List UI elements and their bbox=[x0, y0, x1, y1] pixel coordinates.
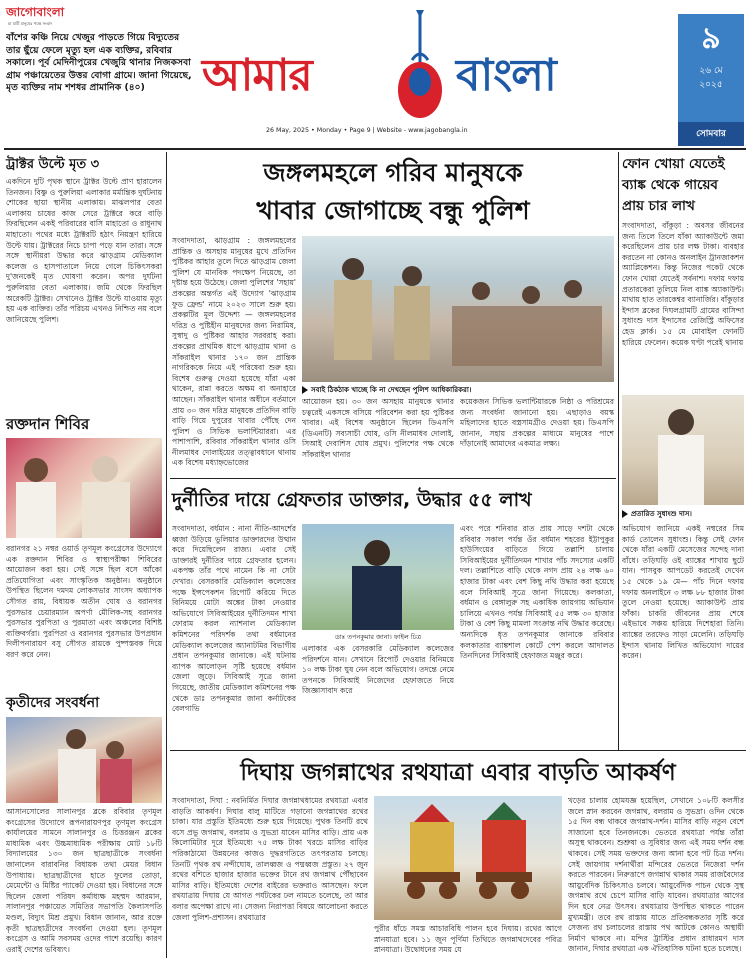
blood-camp-photo bbox=[6, 438, 162, 538]
tractor-headline: ট্রাক্টর উল্টে মৃত ৩ bbox=[6, 157, 100, 172]
right-column-divider bbox=[618, 152, 619, 750]
felicitation-story bbox=[6, 694, 162, 962]
bank-fraud-caption-text: প্রতারিত সুধাংশু দাস। bbox=[631, 510, 692, 518]
doctor-photo bbox=[302, 524, 454, 630]
doctor-body-col3: এবং পরে শনিবার রাত প্রায় সাড়ে দশটা থেকে রবিবার সকাল পর্যন্ত ওঁর বর্ধমান শহরের ইট্টাপুকুর হাউসিংয়ের বাড়িতে গিয়ে তল্লাশি চালায় সিবিআইয়ের দুর্নীতিদমন শাখার পাঁচ সদস্যের একটি দল। তল্লাশিতে বাড়ি থেকে নগদ প্রায় ২৪ লক্ষ ৬০ হাজার টাকা এবং বেশ কিছু নথি উদ্ধার করা হয়েছে বলে সিবিআই সূত্রে জানা গিয়েছে। কলকাতা, বর্ধমান ও বেঙ্গালুরু সহ একাধিক জায়গায় অভিযান চালিয়ে এখনও পর্যন্ত সিবিআই ৫৫ লক্ষ ৩০ হাজার টাকা ও বেশ কিছু মামলা সংক্রান্ত নথি উদ্ধার করেছে। অন্যদিকে ধৃত তপনকুমার জানাকে রবিবার কলকাতার ব্যাঙ্কশাল কোর্টে পেশ করলে আদালত তিনদিনের সিবিআই হেফাজত মঞ্জুর করে। bbox=[460, 524, 614, 661]
logo-right-text: বাংলা bbox=[456, 50, 556, 101]
date-bn: ২৬ মে bbox=[699, 66, 723, 76]
doctor-body-col2b: এলাকার এক বেসরকারি মেডিক্যাল কলেজের পরিদর্শনে যান। সেখানে রিপোর্ট দেওয়ার বিনিময়ে ১০ লক্ষ টাকা ঘুষ নেন বলে অভিযোগ। তদন্তে নেমে তপনকে সিবিআই নিজেদের হেফাজতে নিয়ে জিজ্ঞাসাবাদ করে bbox=[302, 644, 454, 696]
lead-caption-text: সবাই ঠিকঠাক খাচ্ছে কি না দেখছেন পুলিশ আধিকারিকরা। bbox=[311, 386, 472, 394]
masthead-divider bbox=[4, 148, 746, 150]
small-logo-text: জাগোবাংলা bbox=[6, 5, 65, 19]
bank-fraud-story bbox=[622, 154, 744, 726]
felicitation-headline: কৃতীদের সংবর্ধনা bbox=[6, 695, 100, 711]
rath-body-col3: খড়ের চালায় হোমযজ্ঞ হয়েছিল, সেখানে ১০৮টি কলসীর জলে স্নান করবেন জগন্নাথ, বলরাম ও সুভদ্রা। ওদিন থেকে ১৫ দিন বন্ধ থাকবে জগন্নাথ-দর্শন। মাসির বাড়ি নতুন বেশে সাজানো হবে তিনজনকে। ভেতরে রথযাত্রা পর্যন্ত তাঁরা অসুস্থ থাকবেন। শুশ্রুষা ও সুবিধার জন্য এই সময় দর্শন বন্ধ থাকবে। সেই সময় ভক্তদের জন্য আনা হবে পট চিত্র দর্শন। সেই জায়গায় দর্শনার্থীরা মন্দিরের ভেতরে নিজেরা দর্শন করতে পারবেন। নিরুত্তাপে জগন্নাথ থাকার সময় রাজবৈদ্যের আয়ুর্বেদিক চিকিৎসাও চলবে। আয়ুর্বেদিক পাচন থেকে সুস্থ জগন্নাথ রথে চেপে মাসির বাড়ি যাবেন। রথযাত্রার আগের দিন হবে নেত্র উৎসব। রথযাত্রায় উপস্থিত থাকতে পারেন মুখ্যমন্ত্রী। তবে রথ রাস্তায় যাতে প্রতিবন্ধকতার সৃষ্টি করে সেজন্য রথ চলাচলের রাস্তায় পথ আটকে কোনও অস্থায়ী নির্মাণ থাকবে না। মন্দির ট্রাস্টির প্রধান রাধারমণ দাস জানান, দিঘার রথযাত্রা এক ঐতিহাসিক ঘটনা হতে চলেছে। bbox=[568, 796, 744, 954]
chariot-icon bbox=[374, 796, 562, 920]
logo-left-text: আমার bbox=[202, 50, 312, 101]
lead-body-col2: আয়োজন হয়। ৩০ জন অসহায় মানুষকে থানার চত্বরেই একসঙ্গে বসিয়ে পরিবেশন করা হয় পুষ্টিকর খাবার। এই বিশেষ অনুষ্ঠানে ছিলেন ডিএসপি (ডিএনটি) সব্যসাচী ঘোষ, ওসি নীলমাধব দোলাই, সিআই দেবাশিস ঘোষ প্রমুখ। পুলিশের পক্ষ থেকে সাঁকরাইল থানার bbox=[302, 397, 454, 459]
bank-fraud-body2: অভিযোগ জানিয়ে একই নম্বরের সিম কার্ড তোলেন সুধাংশু। কিন্তু সেই ফোন থেকে যাঁরা একটি মেসেজের সন্দেহ দানা বাঁধে। তড়িঘড়ি ওই ব্যাঙ্কের শাখায় ছুটে যান। পাসবুক আপডেট করতেই দেখেন ১৫ থেকে ১৯ মে— পাঁচ দিনে দফায় দফায় অনলাইনে ৩ লক্ষ ৮৮ হাজার টাকা তুলে নেওয়া হয়েছে। অ্যাকাউন্ট প্রায় ফাঁকা। চাকরি জীবনের প্রায় শেষে এইভাবে সঞ্চয় হারিয়ে দিশেহারা তিনি। ব্যাঙ্কের তরফেও সাড়া মেলেনি। তড়িঘড়ি ইন্দাস থানায় লিখিত অভিযোগ দায়ের করেন। bbox=[622, 524, 744, 661]
date-panel bbox=[678, 14, 744, 146]
lead-headline-line2: খাবার জোগাচ্ছে বন্ধু পুলিশ bbox=[256, 196, 530, 225]
small-logo bbox=[6, 6, 91, 22]
bank-fraud-caption bbox=[622, 508, 744, 520]
rath-body-col1: সংবাদদাতা, দিঘা : নবনির্মিত দিঘার জগন্নাথধামের রথযাত্রা এবার বাড়তি আকর্ষণ। দিঘার বালু মাটিতে গড়ানো জগন্নাথের রথের চাকা। যার প্রস্তুতি ইতিমধ্যে শুরু হয়ে গিয়েছে। পুথক তিনটি রথে বসে প্রভু জগন্নাথ, বলরাম ও সুভদ্রা যাবেন মাসির বাড়ি। প্রায় এক কিলোমিটার দূরে ইতিমধ্যে ৭৫ লক্ষ টাকা খরচে মাসির বাড়ির পরিকাঠামো উন্নয়নের কাজও দুদ্ধরগতিতে তৎপরতায় চলছে। তিনটি পৃথক রথ নন্দীঘোষ, তালধ্বজ ও পদ্মধ্বজ প্রস্তুত। ২৭ জুন রথের বশিতে হাজার হাজার ভক্তের টানে রথ জগন্নাথ পৌঁছাবেন মাসির বাড়ি। ইতিমধ্যে দেশের বাইরের ভক্তরাও আসছেন। ফলে রথযাত্রায় দিঘায় যে আগত পর্যটকের ঢল নামতে চলেছে, তা আর বলার অপেক্ষা রাখে না। সেজন্য নিরাপত্তা বিষয়ে আলোচনা করতে জেলা পুলিশ-প্রশাসন। রথযাত্রার bbox=[172, 796, 368, 922]
lead-photo bbox=[302, 236, 614, 382]
lead-headline-line1: জঙ্গলমহলে গরিব মানুষকে bbox=[263, 158, 523, 187]
lead-body-col3: কয়েকজন সিভিক ভলান্টিয়ারকে নিষ্ঠা ও পরিশ্রমের জন্য সংবর্ধনা জানানো হয়। এছাড়াও বয়স্ক মহিলাদের হাতে বস্ত্রসামগ্রীও দেওয়া হয়। ডিএসপি জানান, সহায় প্রকল্পের মাধ্যমে মানুষের পাশে দাঁড়ানোই আমাদের একমাত্র লক্ষ্য। bbox=[460, 397, 614, 449]
teaser-text: বাঁশের কঞ্চি নিয়ে খেজুর পাড়তে গিয়ে বিদ্যুতের তার ছুঁয়ে ফেলে মৃত্যু হল এক ব্যক্তির, রবিবার সকালে। পূর্ব মেদিনীপুরের খেজুরি থানার নিজকসবা গ্রাম পঞ্চায়েতের উত্তর বোগা গ্রামে। জানা গিয়েছে, মৃত ব্যক্তির নাম শশধর প্রামানিক (৪০) bbox=[6, 32, 192, 94]
front-teaser bbox=[6, 32, 192, 136]
doctor-photo-caption: ডাঃ তপনকুমার জানা। ফাইল চিত্র bbox=[335, 633, 421, 641]
rath-photo-caption: পুরীর ধাঁচে সমস্ত আচারবিধি পালন হবে দিঘায়। রথের আগে স্নানযাত্রা হবে। ১১ জুন পূর্ণিমা তিথিতে জগন্নাথদেবের পবিত্র স্নানযাত্রা। উদ্বোধনের সময় যে bbox=[374, 924, 562, 955]
blood-camp-story bbox=[6, 414, 162, 702]
bank-fraud-body: সংবাদদাতা, বাঁকুড়া : অবসর জীবনের জন্য তিলে তিলে যাঁকা অ্যাকাউন্টে জমা করেছিলেন প্রায় চার লক্ষ টাকা। ব্যবহার করতেন না কোনও অনলাইন ট্রানজাকশন অ্যাপ্লিকেশন। কিন্তু নিজের পকেট থেকে ফোন খোয়া যেতেই সর্বনাশ। দফায় দফায় প্রতারকেরা তুলিয়ে নিল ব্যাঙ্ক অ্যাকাউন্ট। মাথায় হাত তারকেশ্বর ব্যানার্জির। বাঁকুড়ার ইন্দাস ব্লকের দিঘলগ্রামটি গ্রামের বাসিন্দা সুধাংশু দাস ইন্দাসের রেজিস্ট্রি অফিসের হেড ক্লার্ক। ১৫ মে মোবাইল ফোনটি হারিয়ে ফেলেন। কয়েক ঘণ্টা পরেই থানায় bbox=[622, 221, 744, 347]
felicitation-body: আসানসোলের সালানপুর ব্লকে রবিবার তৃণমূল কংগ্রেসের উদ্যোগে রূপনারায়ণপুর তৃণমূল কংগ্রেস কার্যালয়ের সামনে সালানপুর ও চিত্তরঞ্জন ব্লকের মাধ্যমিক এবং উচ্চমাধ্যমিক পরীক্ষায় মোট ১৮টি বিদ্যালয়ের ১৩০ জন ছাত্রছাত্রীকে সংবর্ধনা জানালেন বারাবনির বিধায়ক তথা মেয়র বিধান উপাধ্যায়। ছাত্রছাত্রীদের হাতে ফুলের তোড়া, মেমেন্টো ও মিষ্টির প্যাকেট দেওয়া হয়। বিধানের সঙ্গে ছিলেন জেলা পরিষদ কর্মাধ্যক্ষ মহম্মদ আরমান, সালানপুর পঞ্চায়েত সমিতির সভাপতি কৈলাসপতি মণ্ডল, বিদ্যুৎ মিশ্র প্রমুখ। বিধান জানান, আর রক্তে কৃতী ছাত্রছাত্রীদের সংবর্ধনা দেওয়া হল। তৃণমূল কংগ্রেস ও আমি সবসময় ওদের পাশে রয়েছি। কারণ ওরাই দেশের ভবিষ্যৎ। bbox=[6, 807, 162, 954]
bank-fraud-photo bbox=[622, 395, 744, 505]
lead-bottom-rule bbox=[170, 478, 616, 479]
lead-photo-caption bbox=[302, 384, 614, 396]
lead-body-col1: সংবাদদাতা, ঝাড়গ্রাম : জঙ্গলমহলের প্রান্তিক ও অসহায় মানুষের মুখে প্রতিদিন পুষ্টিকর আহার তুলে দিতে ঝাড়গ্রাম জেলা পুলিশ যে মানবিক পদক্ষেপ নিয়েছে, তা দৃষ্টান্ত হয়ে উঠেছে। জেলা পুলিশের 'সহায়' প্রকল্পের অন্তর্গত এই উদ্যোগ 'ঝাড়গ্রাম ফুড ফ্রেন্ড' নামে ২০২৩ সালে শুরু হয়। প্রকল্পটির মূল উদ্দেশ্য — জঙ্গলমহলের দরিদ্র ও পুষ্টিহীন মানুষদের জন্য নিরামিষ, সুস্বাদু ও পুষ্টিকর আহার সরবরাহ করা। প্রকল্পের প্রাথমিক ধাপে ঝাড়গ্রাম থানা ও সাঁকরাইল থানার ১৭০ জন প্রান্তিক নাগরিককে নিয়ে এই পরিষেবা শুরু হয়। বিশেষ গুরুত্ব দেওয়া হয়েছে যাঁরা একা থাকেন, রান্না করতে অক্ষম বা অনাহারে আছেন। সাঁকরাইল থানার অধীনে বর্তমানে প্রায় ৩০ জন দরিদ্র মানুষকে প্রতিদিন বাড়ি বাড়ি গিয়ে দুপুরের খাবার পৌঁছে দেন পুলিশ ও সিভিক ভলান্টিয়াররা। এর পাশাপাশি, রবিবার সাঁকরাইল থানার ওসি নীলমাধব দোলাইয়ের তত্ত্বাবধানে থানায় এক বিশেষ মধ্যাহ্নভোজের bbox=[172, 236, 296, 468]
felicitation-photo bbox=[6, 717, 162, 803]
doctor-body-col1: সংবাদদাতা, বর্ধমান : নানা নীতি-আদর্শের ধ্বজা উড়িয়ে ভুলিয়ার ডাক্তারদের উত্থান করে দিয়েছিলেন রাজ্য। এবার সেই ডাক্তারই দুর্নীতির দায়ে গ্রেফতার হলেন। একপক্ষ তাঁর পথে নামেন কি না সেটা দেখার। বেসরকারি মেডিক্যাল কলেজের পক্ষে ইন্সপেকশন রিপোর্ট করিয়ে দিতে বিনিময়ে মোটা অঙ্কের টাকা নেওয়ার অভিযোগে সিবিআইয়ের দুর্নীতিদমন শাখা ফোরাম করল ন্যাশনাল মেডিক্যাল কমিশনের পরিদর্শক তথা বর্ধমানের মেডিক্যাল কলেজের অ্যানাটমির বিভাগীয় প্রধান তপনকুমার জানাকে। এই ঘটনায় ব্যাপক আলোড়ন সৃষ্টি হয়েছে বর্ধমান জেলা জুড়ে। সিবিআই সূত্রে জানা গিয়েছে, জাতীয় মেডিক্যাল কমিশনের পক্ষ থেকে ডাঃ তপনকুমার জানা কর্নাটকের বেলগাভি bbox=[172, 524, 296, 714]
doctor-headline: দুর্নীতির দায়ে গ্রেফতার ডাক্তার, উদ্ধার ৫৫ লাখ bbox=[172, 489, 532, 511]
dateline: 26 May, 2025 • Monday • Page 9 | Website - www.jagobangla.in bbox=[266, 127, 468, 134]
blood-camp-body: বরানগর ২১ নম্বর ওয়ার্ড তৃণমূল কংগ্রেসের উদ্যোগে এক রক্তদান শিবির ও স্বাস্থ্যপরীক্ষা শিবিরের আয়োজন করা হয়। সেই সঙ্গে ছিল বসে আঁকো প্রতিযোগিতা এবং সাংস্কৃতিক অনুষ্ঠান। অনুষ্ঠানে উপস্থিত ছিলেন দমদম লোকসভার সাংসদ অধ্যাপক সৌগত রায়, বিধায়ক অতীন ঘোষ ও বরানগর পুরসভার চেয়ারম্যান অপর্ণা মৌলিক-সহ বরানগর পুরসভার পুরপিতা ও পুরমাতা এবং অঞ্চলের বিশিষ্ট ব্যক্তিবর্গরা। পুরপিতা ও বরানগর পুরসভার উপপ্রধান দিলীপনারায়ণ বসু সৌগত রায়কে পুষ্পস্তবক দিয়ে বরণ করে নেন। bbox=[6, 544, 162, 659]
tractor-story bbox=[6, 156, 162, 393]
rath-headline: দিঘায় জগন্নাথের রথযাত্রা এবার বাড়তি আকর্ষণ bbox=[240, 760, 676, 786]
bank-fraud-headline: ফোন খোয়া যেতেই ব্যাঙ্ক থেকে গায়েব প্রায় চার লাখ bbox=[622, 156, 725, 214]
tractor-body: একদিনে দুটি পৃথক স্থানে ট্রাক্টর উল্টে প্রাণ হারালেন তিনজন। বিষ্ণু ও পুরুলিয়া এলাকার মর্মান্তিক দুর্ঘটনায় শোকের ছায়া স্থানীয় এলাকায়। মাঝলপার বেতা এলাকায় চাষের কাজ সেরে ট্রাক্টরে করে বাড়ি ফিরছিলেন একই পরিবারের বাসি মাহাতো ও রাধুনাথ মাহাতো। পথের মধ্যে ট্রাক্টরটি হঠাৎ নিয়ন্ত্রণ হারিয়ে উল্টে যায়। ট্রাক্টরের নিচে চাপা পড়ে যান তারা। সঙ্গে সঙ্গে স্থানীয়রা উদ্ধার করে ঝাড়গ্রাম মেডিক্যাল কলেজ ও হাসপাতালে নিয়ে গেলে চিকিৎসকরা দু'জনকেই মৃত ঘোষণা করেন। অপর দুর্ঘটনা পুরুলিয়ার বেতা এলাকায়। জমি থেকে ফিরছিল অরেকটি ট্রাক্টর। সেখানেও ট্রাক্টর উল্টে যাওয়ায় মৃত্যু হয় এক ব্যক্তির। তাঁর পরিচয় এখনও নিশ্চিত নয় বলে জানিয়েছে পুলিশ। bbox=[6, 177, 162, 324]
rath-top-rule bbox=[170, 750, 746, 751]
page-number: ৯ bbox=[701, 21, 721, 56]
lead-headline bbox=[172, 154, 614, 230]
weekday-bn: সোমবার bbox=[678, 122, 744, 146]
rath-photo bbox=[374, 796, 562, 920]
logo bbox=[198, 6, 668, 126]
year-bn: ২০২৫ bbox=[699, 80, 723, 90]
ektara-icon bbox=[390, 8, 454, 126]
small-logo-tagline: মা মাটি মানুষের পক্ষে সংবাদ bbox=[8, 21, 53, 26]
blood-camp-headline: রক্তদান শিবির bbox=[6, 415, 90, 433]
left-column-divider bbox=[166, 152, 167, 958]
